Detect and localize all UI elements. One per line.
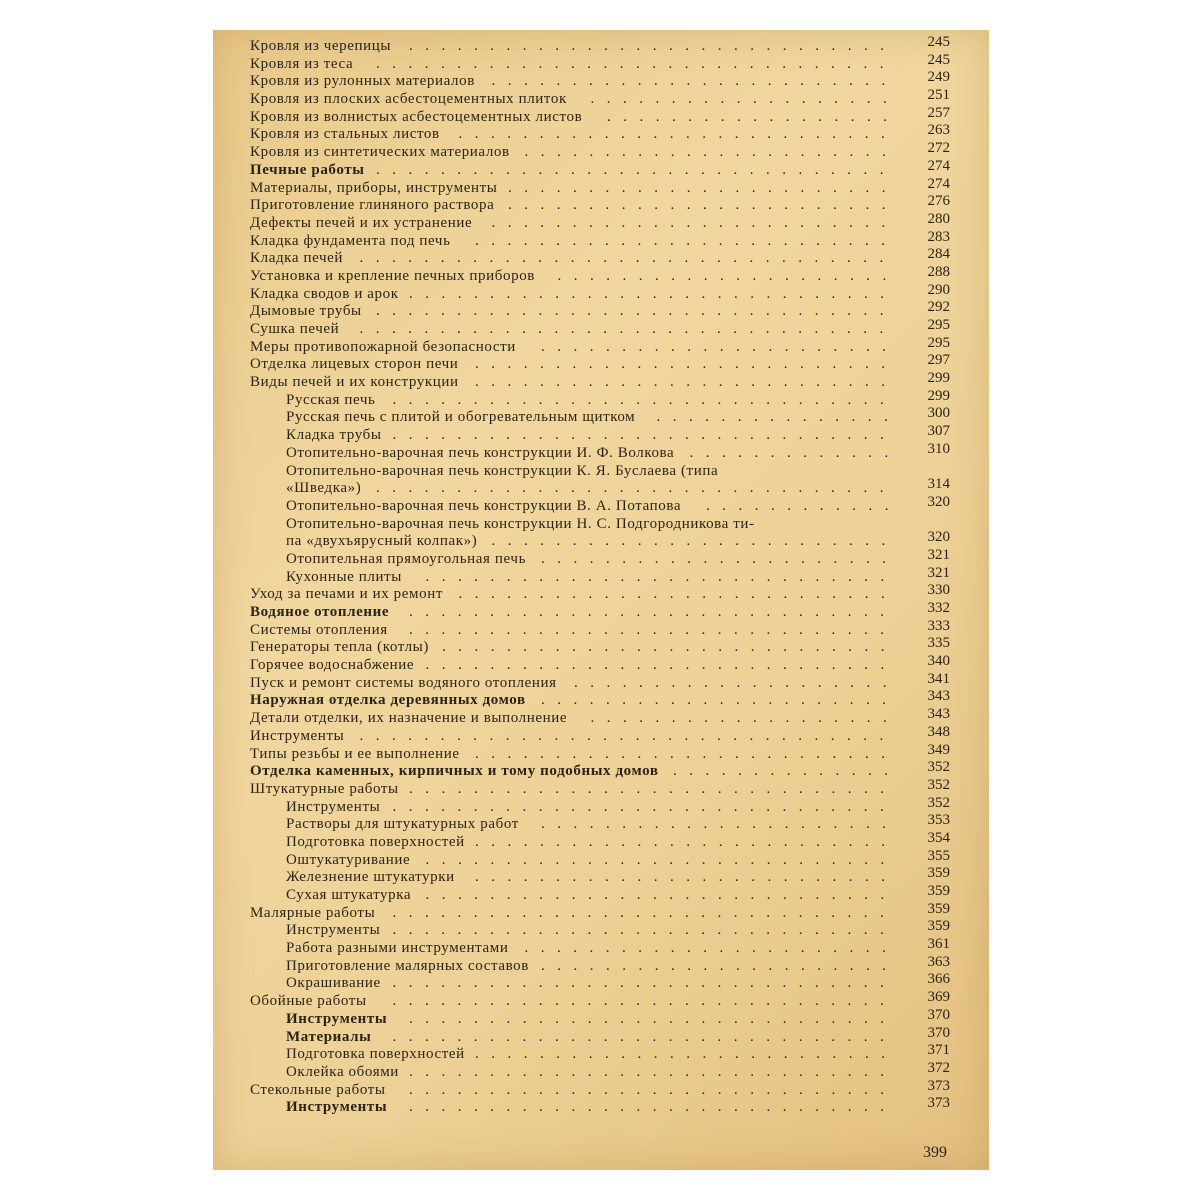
toc-entry-title: Отопительно-варочная печь конструкции Н. С. Подгородникова ти-: [286, 515, 755, 532]
dot-leader: .............: [689, 444, 901, 461]
toc-entry-page: 369: [927, 989, 950, 1006]
toc-entry: [250, 193, 950, 215]
toc-entry-title: Стекольные работы: [250, 1081, 386, 1098]
page-number: 399: [923, 1144, 947, 1161]
toc-entry-page: 320: [927, 529, 950, 546]
dot-leader: ..............................: [409, 621, 897, 638]
toc-entry-title: Русская печь: [286, 391, 376, 408]
toc-entry-page: 299: [927, 370, 950, 387]
dot-leader: ......................: [541, 338, 899, 355]
toc-entry-title: Кровля из волнистых асбестоцементных листов: [250, 108, 583, 125]
toc-entry: [250, 34, 950, 56]
toc-entry-title: Материалы: [286, 1028, 372, 1045]
dot-leader: ...............................: [392, 904, 897, 921]
dot-leader: .................................: [359, 321, 896, 337]
toc-entry-page: 354: [927, 829, 950, 846]
dot-leader: ..............................: [409, 1063, 897, 1080]
toc-entry: [250, 971, 950, 993]
dot-leader: .................................: [359, 727, 896, 744]
toc-entry-page: 340: [927, 653, 950, 670]
dot-leader: ......................: [541, 816, 899, 833]
toc-entry-page: 321: [927, 546, 950, 563]
toc-entry: [250, 281, 950, 304]
dot-leader: ..............: [673, 763, 901, 780]
toc-entry-page: 348: [927, 723, 950, 740]
toc-entry: [250, 263, 950, 286]
toc-entry: [250, 847, 950, 870]
toc-entry-page: 333: [927, 617, 950, 634]
dot-leader: ..............................: [409, 780, 897, 797]
dot-leader: ..............................: [409, 1099, 897, 1116]
toc-entry-page: 359: [927, 918, 950, 935]
toc-entry: [250, 723, 950, 746]
toc-entry-page: 352: [927, 794, 950, 811]
toc-entry-title: Дефекты печей и их устранение: [250, 214, 473, 231]
toc-entry-title: Инструменты: [286, 1010, 388, 1027]
toc-entry: [250, 936, 950, 958]
toc-entry-page: 284: [927, 246, 950, 263]
dot-leader: ...............................: [392, 391, 897, 408]
toc-entry-page: 283: [927, 228, 950, 245]
toc-entry-page: 297: [927, 352, 950, 369]
toc-entry-page: 355: [927, 847, 950, 864]
toc-entry-page: 300: [927, 405, 950, 422]
toc-entry-page: 307: [927, 423, 950, 440]
dot-leader: ..........................: [475, 833, 898, 850]
toc-entry-page: 251: [927, 87, 950, 104]
toc-entry-page: 274: [927, 175, 950, 192]
toc-entry: [250, 546, 950, 569]
toc-entry-page: 370: [927, 1024, 950, 1041]
dot-leader: ..................: [607, 108, 900, 125]
toc-entry-title: Оштукатуривание: [286, 851, 411, 868]
dot-leader: ................................: [376, 55, 896, 72]
toc-entry-title: Приготовление малярных составов: [286, 957, 529, 974]
toc-entry: [250, 865, 950, 887]
toc-entry-title: Водяное отопление: [250, 604, 390, 620]
toc-entry-page: 359: [927, 865, 950, 882]
toc-entry-title: Горячее водоснабжение: [250, 657, 415, 674]
toc-entry-page: 280: [927, 210, 950, 227]
toc-entry: [250, 529, 950, 551]
toc-entry-title: Инструменты: [286, 798, 381, 815]
dot-leader: ..........................: [475, 232, 898, 249]
toc-entry: [250, 317, 950, 339]
toc-entry-title: Материалы, приборы, инструменты: [250, 179, 498, 196]
toc-entry-title: Кровля из плоских асбестоцементных плиток: [250, 91, 567, 108]
toc-entry: [250, 688, 950, 710]
toc-entry: [250, 440, 950, 463]
toc-entry: [250, 706, 950, 728]
toc-entry: [250, 370, 950, 392]
toc-entry: [250, 1024, 950, 1047]
toc-entry: [250, 476, 950, 498]
toc-entry-page: 257: [927, 104, 950, 121]
toc-entry-title: Окрашивание: [286, 975, 381, 992]
toc-entry-page: 359: [927, 900, 950, 917]
dot-leader: .......................: [524, 940, 899, 957]
toc-entry: [250, 653, 950, 675]
toc-entry: [250, 635, 950, 657]
toc-entry-page: 343: [927, 688, 950, 705]
toc-entry: [250, 1006, 950, 1029]
toc-entry-page: 332: [927, 600, 950, 616]
dot-leader: .............................: [425, 657, 897, 674]
toc-entry-title: Сушка печей: [250, 321, 340, 337]
toc-entry: [250, 104, 950, 127]
toc-entry-title: Растворы для штукатурных работ: [286, 816, 519, 833]
dot-leader: ...........................: [458, 126, 898, 143]
dot-leader: .....................: [557, 267, 899, 284]
toc-entry-title: Приготовление глиняного раствора: [250, 197, 495, 214]
toc-entry-title: Пуск и ремонт системы водяного отопления: [250, 674, 557, 691]
dot-leader: ......................: [541, 550, 899, 567]
dot-leader: ....................: [574, 674, 899, 691]
dot-leader: ...............................: [392, 427, 897, 444]
toc-entry: [250, 759, 950, 781]
toc-entry-page: 263: [927, 122, 950, 139]
toc-entry: [250, 1077, 950, 1100]
toc-entry-page: 371: [927, 1042, 950, 1059]
toc-entry: [250, 405, 950, 427]
toc-entry: [250, 69, 950, 91]
toc-entry-page: 373: [927, 1077, 950, 1094]
toc-entry-page: 299: [927, 387, 950, 404]
dot-leader: ................................: [376, 303, 896, 320]
toc-entry-title: Штукатурные работы: [250, 780, 399, 797]
dot-leader: ..............................: [409, 38, 897, 54]
toc-entry-page: 274: [927, 157, 950, 174]
dot-leader: .........................: [491, 533, 898, 550]
toc-entry-title: Печные работы: [250, 161, 365, 178]
toc-entry-title: Кровля из синтетических материалов: [250, 144, 510, 161]
toc-entry: [250, 51, 950, 74]
dot-leader: ..............................: [409, 1010, 897, 1027]
toc-entry: [250, 210, 950, 233]
toc-entry: [250, 228, 950, 251]
toc-entry-title: Отделка лицевых сторон печи: [250, 356, 459, 373]
toc-entry-title: Меры противопожарной безопасности: [250, 338, 516, 355]
toc-entry-page: 290: [927, 281, 950, 298]
table-of-contents: [250, 34, 950, 1117]
toc-entry-title: Оклейка обоями: [286, 1063, 399, 1080]
book-page: [213, 30, 989, 1170]
toc-entry-title: Отопительно-варочная печь конструкции К. Я. Буслаева (типа: [286, 462, 719, 479]
dot-leader: ..............................: [409, 604, 897, 620]
toc-entry-title: Кровля из теса: [250, 55, 354, 72]
toc-entry: [250, 1042, 950, 1064]
toc-entry-page: 295: [927, 317, 950, 333]
toc-entry: [250, 794, 950, 817]
toc-entry-page: 343: [927, 706, 950, 723]
dot-leader: ...............................: [392, 975, 897, 992]
dot-leader: ..........................: [475, 745, 898, 762]
dot-leader: ...............................: [392, 922, 897, 939]
toc-entry: [250, 582, 950, 604]
toc-entry: [250, 812, 950, 834]
dot-leader: .........................: [491, 73, 898, 90]
toc-entry-page: 272: [927, 140, 950, 157]
dot-leader: .............................: [425, 851, 897, 868]
toc-entry: [250, 423, 950, 445]
toc-entry-page: 330: [927, 582, 950, 599]
toc-entry: [250, 600, 950, 622]
toc-entry-title: Подготовка поверхностей: [286, 833, 465, 850]
dot-leader: ...........................: [458, 586, 898, 603]
toc-entry-title: Кладка сводов и арок: [250, 285, 399, 302]
dot-leader: ...................: [590, 91, 900, 108]
toc-entry-page: 341: [927, 670, 950, 687]
dot-leader: .............................: [425, 568, 897, 585]
toc-entry-title: Кровля из стальных листов: [250, 126, 440, 143]
toc-entry-page: 321: [927, 564, 950, 581]
toc-entry-page: 288: [927, 263, 950, 280]
toc-entry-page: 373: [927, 1095, 950, 1112]
toc-entry: [250, 670, 950, 693]
toc-entry: [250, 334, 950, 357]
dot-leader: ...................: [590, 710, 900, 727]
toc-entry-title: Генераторы тепла (котлы): [250, 639, 429, 656]
toc-entry-title: Виды печей и их конструкции: [250, 374, 459, 391]
toc-entry: [250, 776, 950, 799]
toc-entry-title: Кровля из рулонных материалов: [250, 73, 475, 90]
toc-entry-title: Обойные работы: [250, 993, 367, 1010]
toc-entry-title: Установка и крепление печных приборов: [250, 267, 535, 284]
dot-leader: ...............................: [392, 1028, 897, 1045]
toc-entry-title: Русская печь с плитой и обогревательным щитком: [286, 409, 636, 426]
toc-entry-page: 363: [927, 953, 950, 970]
toc-entry: [250, 953, 950, 976]
toc-entry-page: 314: [927, 476, 950, 493]
toc-entry: [250, 299, 950, 321]
toc-entry-title: Железнение штукатурки: [286, 869, 455, 886]
dot-leader: ................................: [376, 161, 896, 178]
dot-leader: ........................: [508, 179, 898, 196]
dot-leader: ..............................: [409, 285, 897, 302]
toc-entry-page: 249: [927, 69, 950, 86]
toc-entry: [250, 516, 950, 534]
dot-leader: ..............................: [409, 1081, 897, 1098]
toc-entry-title: Кладка фундамента под печь: [250, 232, 451, 249]
toc-entry-page: 353: [927, 812, 950, 829]
toc-entry: [250, 918, 950, 940]
toc-entry: [250, 989, 950, 1011]
dot-leader: ..........................: [475, 356, 898, 373]
toc-entry-page: 352: [927, 759, 950, 776]
dot-leader: ............: [706, 497, 901, 514]
toc-entry-page: 366: [927, 971, 950, 988]
toc-entry-title: Типы резьбы и ее выполнение: [250, 745, 460, 762]
toc-entry-page: 361: [927, 936, 950, 953]
toc-entry: [250, 175, 950, 198]
toc-entry-page: 292: [927, 299, 950, 316]
toc-entry-page: 370: [927, 1006, 950, 1023]
toc-entry-title: Отопительно-варочная печь конструкции В. А. Потапова: [286, 497, 682, 514]
dot-leader: ..........................: [475, 869, 898, 886]
dot-leader: ........................: [508, 197, 898, 214]
toc-entry-title: Кладка трубы: [286, 427, 382, 444]
toc-entry: [250, 157, 950, 180]
toc-entry: [250, 140, 950, 162]
toc-entry: [250, 883, 950, 905]
toc-entry-title: Инструменты: [250, 727, 345, 744]
dot-leader: ...............................: [392, 993, 897, 1010]
toc-entry-page: 352: [927, 776, 950, 793]
dot-leader: .................................: [359, 250, 896, 267]
toc-entry-title: Работа разными инструментами: [286, 940, 509, 957]
toc-entry-title: Инструменты: [286, 922, 381, 939]
toc-entry-page: 335: [927, 635, 950, 652]
toc-entry-title: Системы отопления: [250, 621, 388, 638]
toc-entry: [250, 87, 950, 109]
dot-leader: ......................: [541, 957, 899, 974]
toc-entry-title: Отопительная прямоугольная печь: [286, 550, 527, 567]
dot-leader: ...............: [656, 409, 901, 426]
toc-entry-page: 245: [927, 51, 950, 68]
toc-entry-page: 372: [927, 1059, 950, 1076]
dot-leader: ...............................: [392, 798, 897, 815]
toc-entry-page: 320: [927, 493, 950, 510]
toc-entry: [250, 617, 950, 640]
toc-entry-title: Отопительно-варочная печь конструкции И. Ф. Волкова: [286, 444, 675, 461]
toc-entry: [250, 1059, 950, 1082]
toc-entry-page: 295: [927, 334, 950, 351]
dot-leader: ................................: [376, 480, 896, 497]
toc-entry-title: Кладка печей: [250, 250, 343, 267]
dot-leader: .......................: [524, 144, 899, 161]
dot-leader: ..........................: [475, 1046, 898, 1063]
toc-entry-title: «Шведка»): [286, 480, 362, 497]
toc-entry-title: Малярные работы: [250, 904, 376, 921]
toc-entry-title: Инструменты: [286, 1099, 388, 1116]
dot-leader: .........................: [491, 214, 898, 231]
toc-entry-page: 276: [927, 193, 950, 210]
toc-entry: [250, 1095, 950, 1117]
toc-entry: [250, 246, 950, 268]
toc-entry-title: Дымовые трубы: [250, 303, 362, 320]
toc-entry-title: Отделка каменных, кирпичных и тому подобных домов: [250, 763, 659, 780]
toc-entry: [250, 564, 950, 587]
toc-entry-title: Сухая штукатурка: [286, 887, 412, 903]
toc-entry-title: Наружная отделка деревянных домов: [250, 692, 526, 709]
toc-entry-title: Кухонные плиты: [286, 568, 402, 585]
toc-entry-page: 359: [927, 883, 950, 899]
toc-entry: [250, 387, 950, 410]
toc-entry-title: Детали отделки, их назначение и выполнение: [250, 710, 568, 727]
dot-leader: .............................: [425, 887, 897, 903]
toc-entry: [250, 122, 950, 144]
toc-entry: [250, 463, 950, 481]
dot-leader: ......................: [541, 692, 899, 709]
toc-entry-title: па «двухъярусный колпак»): [286, 533, 478, 550]
toc-entry-title: Подготовка поверхностей: [286, 1046, 465, 1063]
dot-leader: ..........................: [475, 374, 898, 391]
toc-entry: [250, 352, 950, 374]
toc-entry: [250, 493, 950, 516]
toc-entry: [250, 900, 950, 923]
toc-entry-page: 310: [927, 440, 950, 457]
toc-entry: [250, 741, 950, 764]
toc-entry-page: 245: [927, 34, 950, 50]
toc-entry: [250, 829, 950, 852]
toc-entry-title: Кровля из черепицы: [250, 38, 392, 54]
toc-entry-title: Уход за печами и их ремонт: [250, 586, 443, 603]
dot-leader: ............................: [442, 639, 897, 656]
toc-entry-page: 349: [927, 741, 950, 758]
